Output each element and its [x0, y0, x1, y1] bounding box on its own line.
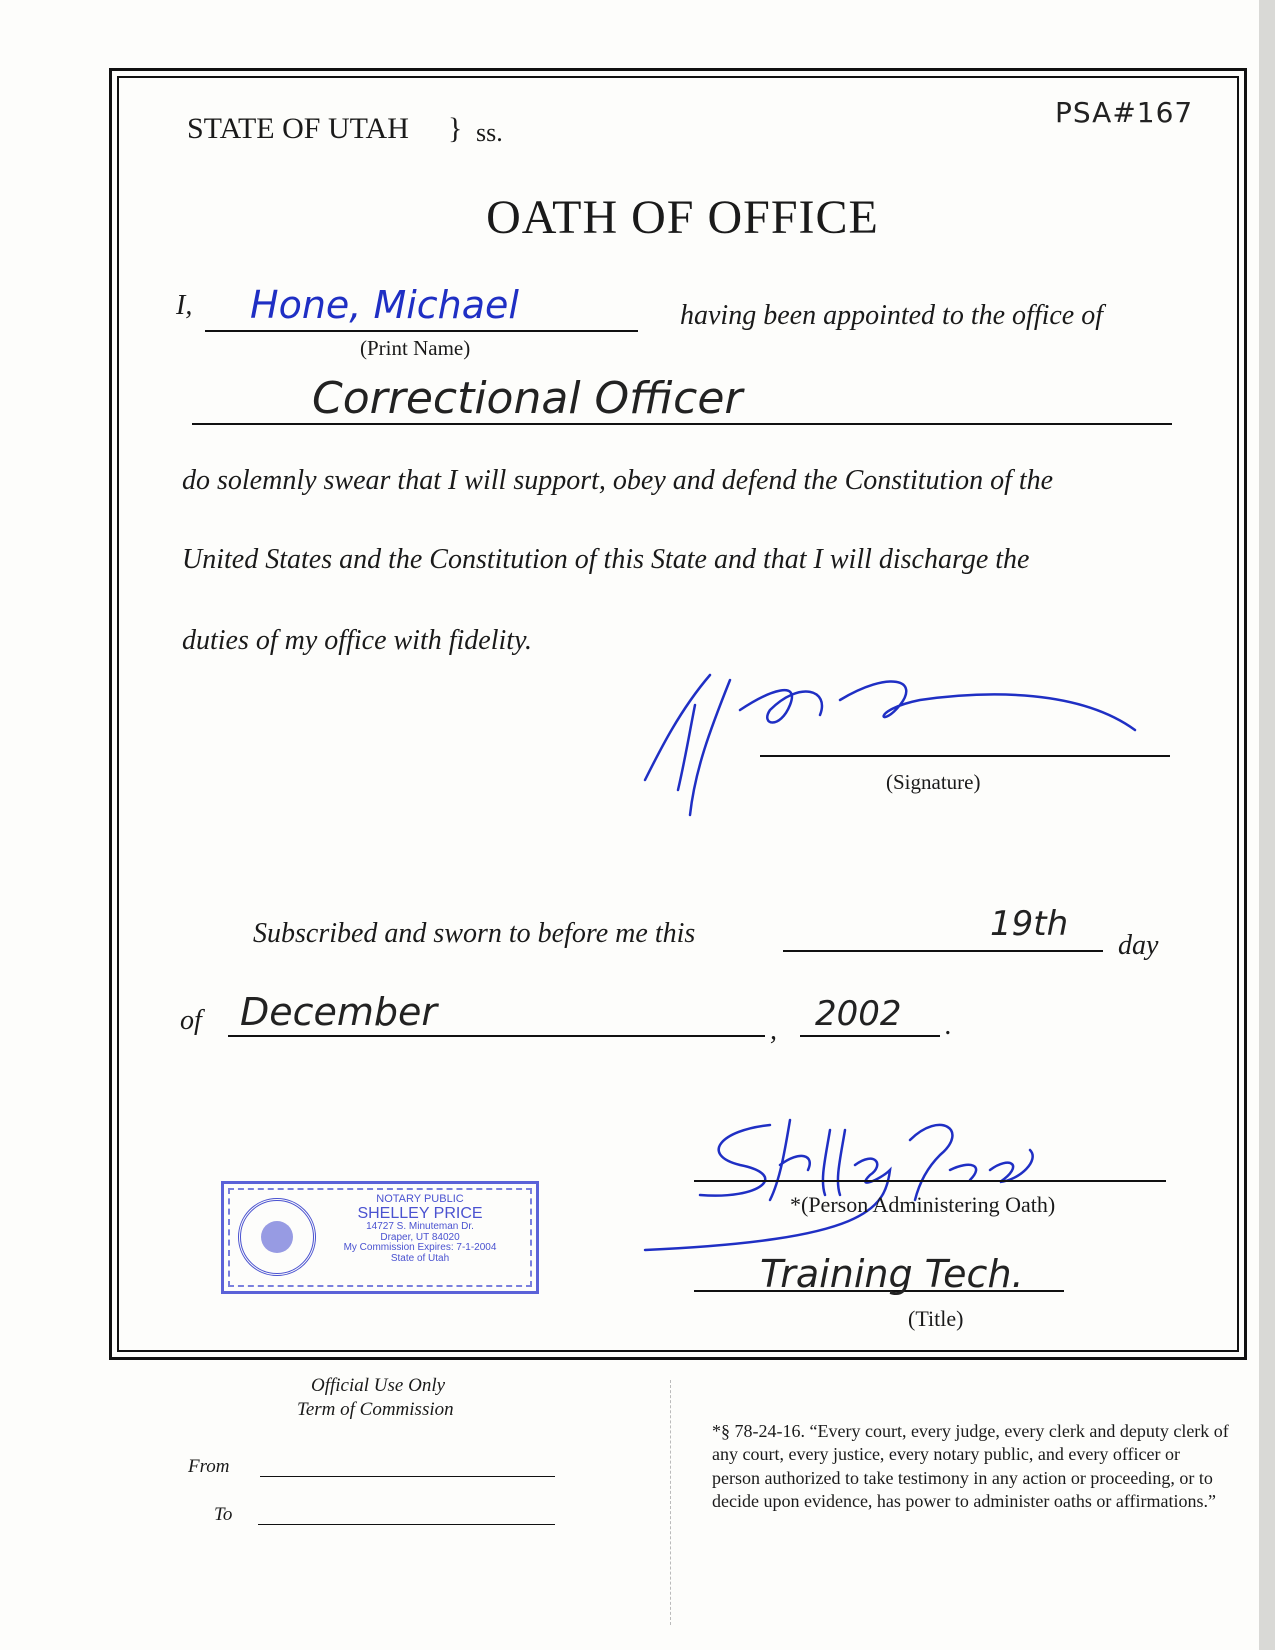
- administrator-line: [694, 1180, 1166, 1182]
- oath-line-3: duties of my office with fidelity.: [182, 625, 532, 656]
- scan-edge: [1259, 0, 1275, 1650]
- day-value: 19th: [990, 904, 1069, 944]
- of-label: of: [180, 1005, 202, 1036]
- title-value: Training Tech.: [760, 1252, 1024, 1296]
- print-name-value: Hone, Michael: [250, 283, 519, 327]
- reference-number: PSA#167: [1055, 96, 1194, 129]
- divider-vertical: [670, 1380, 671, 1625]
- oath-line-1: do solemnly swear that I will support, obey and defend the Constitution of the: [182, 465, 1054, 496]
- from-line[interactable]: [260, 1476, 555, 1477]
- stamp-notary-public: NOTARY PUBLIC: [376, 1193, 464, 1205]
- stamp-text-block: [320, 1194, 520, 1264]
- title-caption: (Title): [908, 1306, 964, 1331]
- statute-footnote: *§ 78-24-16. “Every court, every judge, every clerk and deputy clerk of any court, every justice, every notary public, and every officer or person authorized to take testimony in any action or proceeding, or to decide upon evidence, has power to administer oaths or affirmations.”: [712, 1421, 1229, 1512]
- stamp-address-city: Draper, UT 84020: [380, 1231, 460, 1243]
- year-line: [800, 1035, 940, 1037]
- signature-line: [760, 755, 1170, 757]
- month-comma: ,: [770, 1015, 777, 1046]
- i-prefix: I,: [176, 290, 193, 321]
- brace-glyph: }: [448, 112, 463, 145]
- to-label: To: [214, 1504, 233, 1525]
- stamp-state: State of Utah: [390, 1252, 450, 1264]
- document-title: OATH OF OFFICE: [486, 191, 879, 244]
- stamp-notary-name: SHELLEY PRICE: [357, 1204, 483, 1222]
- administrator-signature-image: [640, 1110, 1060, 1260]
- print-name-caption: (Print Name): [360, 336, 471, 360]
- official-use-heading: Official Use Only: [311, 1375, 446, 1396]
- year-period: .: [945, 1010, 952, 1041]
- notary-stamp: [221, 1181, 539, 1294]
- to-line[interactable]: [258, 1524, 555, 1525]
- term-of-commission-heading: Term of Commission: [297, 1399, 454, 1420]
- officer-signature-image: [640, 670, 1160, 820]
- stamp-address-street: 14727 S. Minuteman Dr.: [366, 1221, 474, 1233]
- month-value: December: [240, 990, 438, 1034]
- state-seal-icon: [238, 1198, 316, 1276]
- stamp-commission-expires: My Commission Expires: 7-1-2004: [343, 1242, 497, 1254]
- administrator-caption: *(Person Administering Oath): [790, 1192, 1056, 1217]
- appointment-continuation: having been appointed to the office of: [680, 300, 1104, 331]
- seal-center: [261, 1221, 293, 1253]
- oath-line-2: United States and the Constitution of this State and that I will discharge the: [182, 544, 1030, 575]
- day-line: [783, 950, 1103, 952]
- ss-label: ss.: [476, 118, 503, 147]
- month-line: [228, 1035, 765, 1037]
- office-value: Correctional Officer: [312, 373, 743, 424]
- year-value: 2002: [815, 994, 902, 1034]
- sworn-lead: Subscribed and sworn to before me this: [253, 918, 696, 949]
- print-name-line: [205, 330, 638, 332]
- day-label: day: [1118, 930, 1159, 961]
- signature-caption: (Signature): [886, 770, 981, 794]
- state-label: STATE OF UTAH: [187, 112, 409, 145]
- from-label: From: [188, 1456, 230, 1477]
